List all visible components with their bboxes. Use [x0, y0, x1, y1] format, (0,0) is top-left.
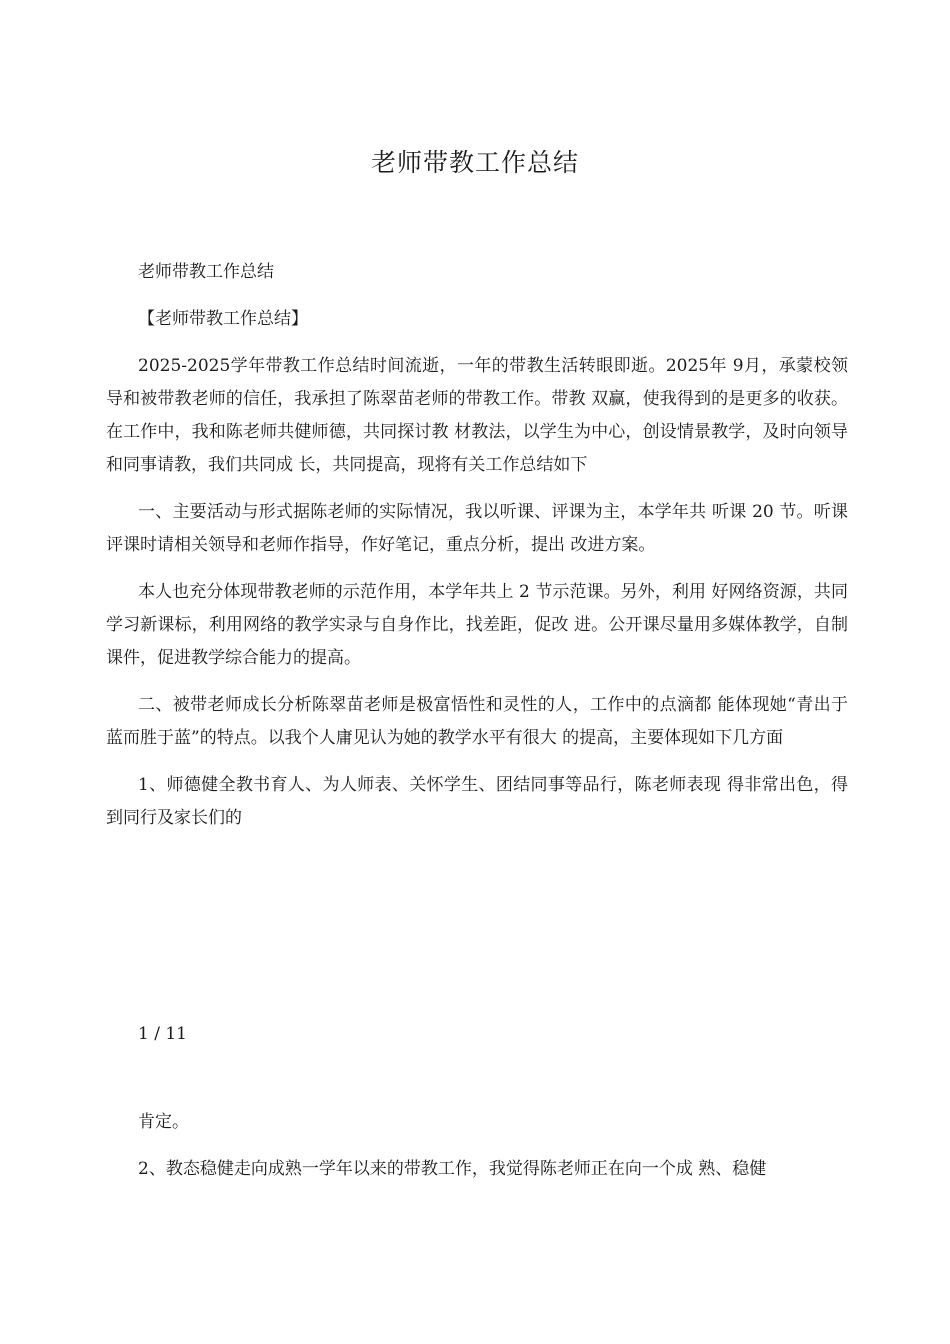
paragraph: 二、被带老师成长分析陈翠苗老师是极富悟性和灵性的人，工作中的点滴都 能体现她“青出于蓝而胜于蓝”的特点。以我个人庸见认为她的教学水平有很大 的提高，主要体现如下几方面 — [106, 695, 848, 748]
paragraph: 【老师带教工作总结】 — [138, 309, 308, 329]
document-body-continued — [106, 1106, 848, 1200]
document-body — [106, 256, 848, 849]
paragraph: 一、主要活动与形式据陈老师的实际情况，我以听课、评课为主，本学年共 听课 20 节。听课评课时请相关领导和老师作指导，作好笔记，重点分析，提出 改进方案。 — [106, 502, 848, 555]
page-number: 1 / 11 — [138, 1024, 187, 1044]
paragraph: 老师带教工作总结 — [138, 262, 274, 282]
paragraph: 2025-2025学年带教工作总结时间流逝，一年的带教生活转眼即逝。2025年 9月，承蒙校领导和被带教老师的信任，我承担了陈翠苗老师的带教工作。带教 双赢，使我得到的是更多的收获。在工作中，我和陈老师共健师德，共同探讨教 材教法，以学生为中心，创设情景教学，及时向领导和同事请教，我们共同成 长，共同提高，现将有关工作总结如下 — [106, 356, 848, 475]
paragraph: 1、师德健全教书育人、为人师表、关怀学生、团结同事等品行，陈老师表现 得非常出色，得到同行及家长们的 — [106, 775, 848, 828]
paragraph: 本人也充分体现带教老师的示范作用，本学年共上 2 节示范课。另外，利用 好网络资源，共同学习新课标，利用网络的教学实录与自身作比，找差距，促改 进。公开课尽量用多媒体教学，自制课件，促进教学综合能力的提高。 — [106, 582, 848, 668]
paragraph: 肯定。 — [138, 1112, 189, 1132]
document-title: 老师带教工作总结 — [370, 148, 579, 177]
paragraph: 2、教态稳健走向成熟一学年以来的带教工作，我觉得陈老师正在向一个成 熟、稳健 — [138, 1159, 767, 1179]
